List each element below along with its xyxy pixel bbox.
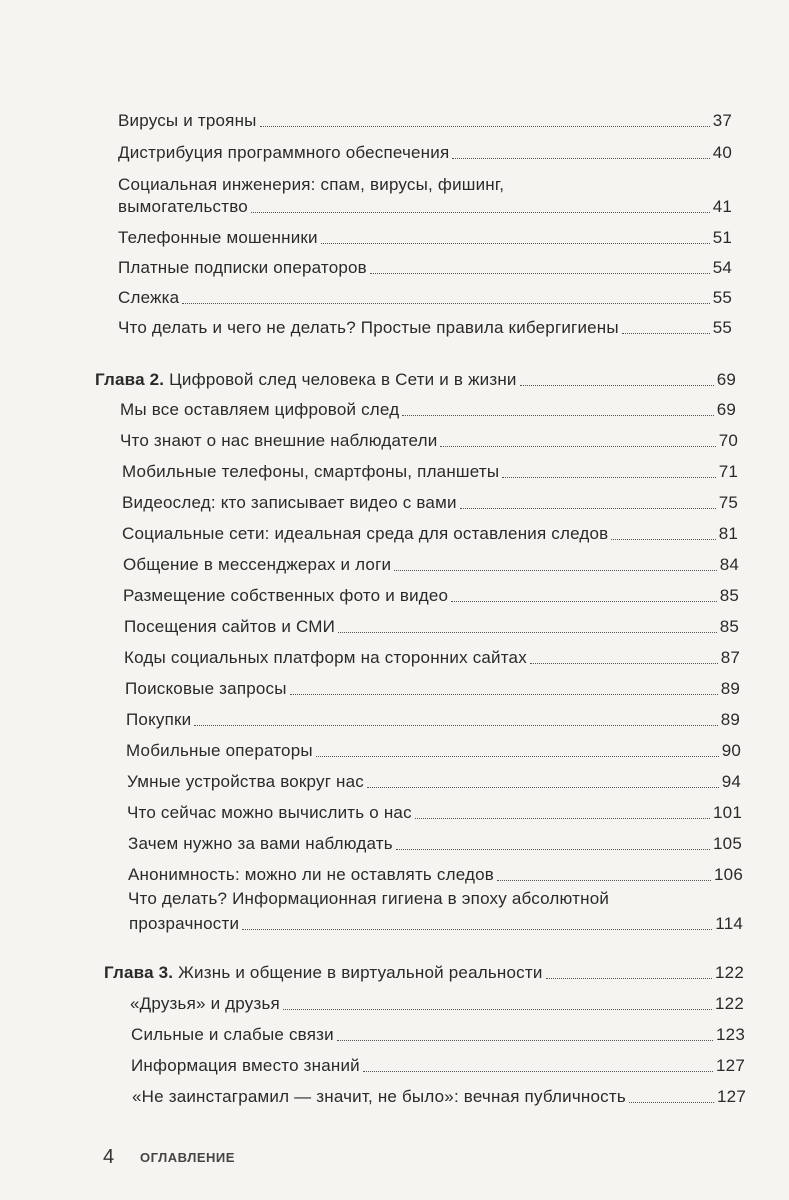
toc-entry[interactable] <box>125 678 740 700</box>
toc-entry-page: 81 <box>718 524 738 543</box>
dot-leader <box>370 273 710 274</box>
dot-leader <box>290 694 718 695</box>
toc-entry[interactable] <box>129 913 743 935</box>
toc-entry-page: 70 <box>718 431 738 450</box>
toc-entry-title: Вирусы и трояны <box>118 111 257 130</box>
dot-leader <box>415 818 710 819</box>
toc-entry-page: 85 <box>719 617 739 636</box>
toc-entry[interactable] <box>131 1055 745 1077</box>
toc-entry-title: Зачем нужно за вами наблюдать <box>128 834 393 853</box>
toc-entry-title: Поисковые запросы <box>125 679 287 698</box>
toc-entry-title: Телефонные мошенники <box>118 228 318 247</box>
toc-entry-page: 84 <box>719 555 739 574</box>
toc-entry-title: Размещение собственных фото и видео <box>123 586 449 605</box>
toc-entry[interactable] <box>131 1024 745 1046</box>
dot-leader <box>502 477 715 478</box>
dot-leader <box>452 158 709 159</box>
chapter-title <box>104 962 543 984</box>
toc-entry[interactable] <box>128 833 742 855</box>
toc-entry-page: 75 <box>718 493 738 512</box>
toc-entry[interactable] <box>124 616 739 638</box>
toc-entry-page: 114 <box>715 914 743 933</box>
toc-entry[interactable] <box>120 399 736 421</box>
toc-entry[interactable] <box>127 802 742 824</box>
dot-leader <box>402 415 713 416</box>
toc-entry-title: Что знают о нас внешние наблюдатели <box>120 431 438 450</box>
toc-entry-page: 106 <box>714 865 743 884</box>
toc-entry-title: Мы все оставляем цифровой след <box>120 400 400 419</box>
toc-entry[interactable] <box>132 1086 746 1108</box>
running-footer-label: ОГЛАВЛЕНИЕ <box>140 1150 235 1165</box>
toc-chapter-2[interactable] <box>95 369 736 391</box>
chapter-name: Жизнь и общение в виртуальной реальности <box>173 963 543 982</box>
toc-entry-title: Платные подписки операторов <box>118 258 367 277</box>
toc-entry[interactable] <box>120 430 738 452</box>
toc-entry[interactable] <box>118 196 732 218</box>
toc-entry-page: 85 <box>719 586 739 605</box>
toc-entry-title: Что делать и чего не делать? Простые правила кибергигиены <box>118 318 619 337</box>
dot-leader <box>622 333 710 334</box>
toc-entry-page: 40 <box>712 143 732 162</box>
toc-entry[interactable] <box>118 142 732 164</box>
toc-chapter-3[interactable] <box>104 962 744 984</box>
toc-entry-title: Покупки <box>126 710 192 729</box>
chapter-page: 69 <box>716 370 736 389</box>
toc-entry-page: 127 <box>717 1087 746 1106</box>
toc-entry-title: Видеослед: кто записывает видео с вами <box>122 493 457 512</box>
dot-leader <box>546 978 712 979</box>
toc-entry-page: 105 <box>713 834 742 853</box>
toc-entry-page: 101 <box>713 803 742 822</box>
toc-entry-title-line1: Социальная инженерия: спам, вирусы, фишинг, <box>118 175 505 194</box>
chapter-label: Глава 3. <box>104 963 174 982</box>
dot-leader <box>497 880 711 881</box>
toc-entry[interactable] <box>118 227 732 249</box>
chapter-page: 122 <box>715 963 744 982</box>
toc-entry-page: 89 <box>720 710 740 729</box>
dot-leader <box>182 303 709 304</box>
toc-entry-page: 55 <box>712 318 732 337</box>
dot-leader <box>520 385 714 386</box>
toc-entry-title: вымогательство <box>118 197 248 216</box>
dot-leader <box>338 632 717 633</box>
toc-entry-title: Сильные и слабые связи <box>131 1025 334 1044</box>
toc-entry[interactable] <box>118 317 732 339</box>
toc-entry-title: «Друзья» и друзья <box>130 994 280 1013</box>
toc-entry[interactable] <box>122 461 738 483</box>
toc-entry[interactable] <box>127 771 741 793</box>
toc-entry-page: 54 <box>712 258 732 277</box>
toc-entry-page: 69 <box>716 400 736 419</box>
dot-leader <box>460 508 716 509</box>
toc-entry-page: 71 <box>718 462 738 481</box>
toc-entry-title: Коды социальных платформ на сторонних сайтах <box>124 648 527 667</box>
dot-leader <box>316 756 719 757</box>
dot-leader <box>283 1009 712 1010</box>
toc-entry[interactable] <box>128 864 743 886</box>
chapter-name: Цифровой след человека в Сети и в жизни <box>164 370 517 389</box>
toc-entry-title: Мобильные телефоны, смартфоны, планшеты <box>122 462 500 481</box>
toc-entry-page: 122 <box>715 994 744 1013</box>
dot-leader <box>440 446 715 447</box>
dot-leader <box>251 212 710 213</box>
dot-leader <box>242 929 712 930</box>
toc-entry-title: Что сейчас можно вычислить о нас <box>127 803 412 822</box>
toc-entry-page: 90 <box>721 741 741 760</box>
toc-entry-title: Анонимность: можно ли не оставлять следов <box>128 865 495 884</box>
toc-entry-title: Дистрибуция программного обеспечения <box>118 143 450 162</box>
toc-entry-title: Социальные сети: идеальная среда для оставления следов <box>122 524 609 543</box>
dot-leader <box>396 849 710 850</box>
chapter-label: Глава 2. <box>95 370 165 389</box>
toc-entry-page: 127 <box>716 1056 745 1075</box>
toc-entry-title: Посещения сайтов и СМИ <box>124 617 336 636</box>
dot-leader <box>611 539 715 540</box>
toc-entry[interactable] <box>122 523 738 545</box>
toc-entry-title: Информация вместо знаний <box>131 1056 360 1075</box>
toc-entry[interactable] <box>118 110 732 132</box>
toc-entry-page: 37 <box>712 111 732 130</box>
dot-leader <box>321 243 710 244</box>
dot-leader <box>451 601 716 602</box>
dot-leader <box>337 1040 713 1041</box>
dot-leader <box>629 1102 714 1103</box>
toc-entry[interactable] <box>124 647 740 669</box>
toc-entry-page: 89 <box>720 679 740 698</box>
dot-leader <box>363 1071 713 1072</box>
toc-entry[interactable] <box>126 740 741 762</box>
toc-entry-title: прозрачности <box>129 914 240 933</box>
toc-entry-title: Мобильные операторы <box>126 741 313 760</box>
page-number: 4 <box>103 1146 115 1168</box>
toc-entry-page: 87 <box>720 648 740 667</box>
toc-entry-title-line1: Что делать? Информационная гигиена в эпоху абсолютной <box>128 889 610 908</box>
dot-leader <box>530 663 718 664</box>
dot-leader <box>260 126 710 127</box>
toc-entry-page: 123 <box>716 1025 745 1044</box>
toc-entry[interactable] <box>123 585 739 607</box>
toc-entry[interactable] <box>118 287 732 309</box>
toc-entry[interactable] <box>123 554 739 576</box>
toc-entry-page: 55 <box>712 288 732 307</box>
toc-entry-page: 41 <box>712 197 732 216</box>
toc-entry[interactable] <box>130 993 744 1015</box>
dot-leader <box>394 570 717 571</box>
dot-leader <box>194 725 717 726</box>
toc-entry[interactable] <box>118 257 732 279</box>
toc-entry-page: 51 <box>712 228 732 247</box>
toc-entry[interactable] <box>126 709 740 731</box>
toc-entry[interactable] <box>122 492 738 514</box>
dot-leader <box>367 787 719 788</box>
toc-entry-title: Слежка <box>118 288 180 307</box>
chapter-title <box>95 369 517 391</box>
toc-entry-title: «Не заинстаграмил — значит, не было»: вечная публичность <box>132 1087 626 1106</box>
toc-entry-title: Общение в мессенджерах и логи <box>123 555 392 574</box>
toc-entry-page: 94 <box>721 772 741 791</box>
toc-entry-title: Умные устройства вокруг нас <box>127 772 364 791</box>
